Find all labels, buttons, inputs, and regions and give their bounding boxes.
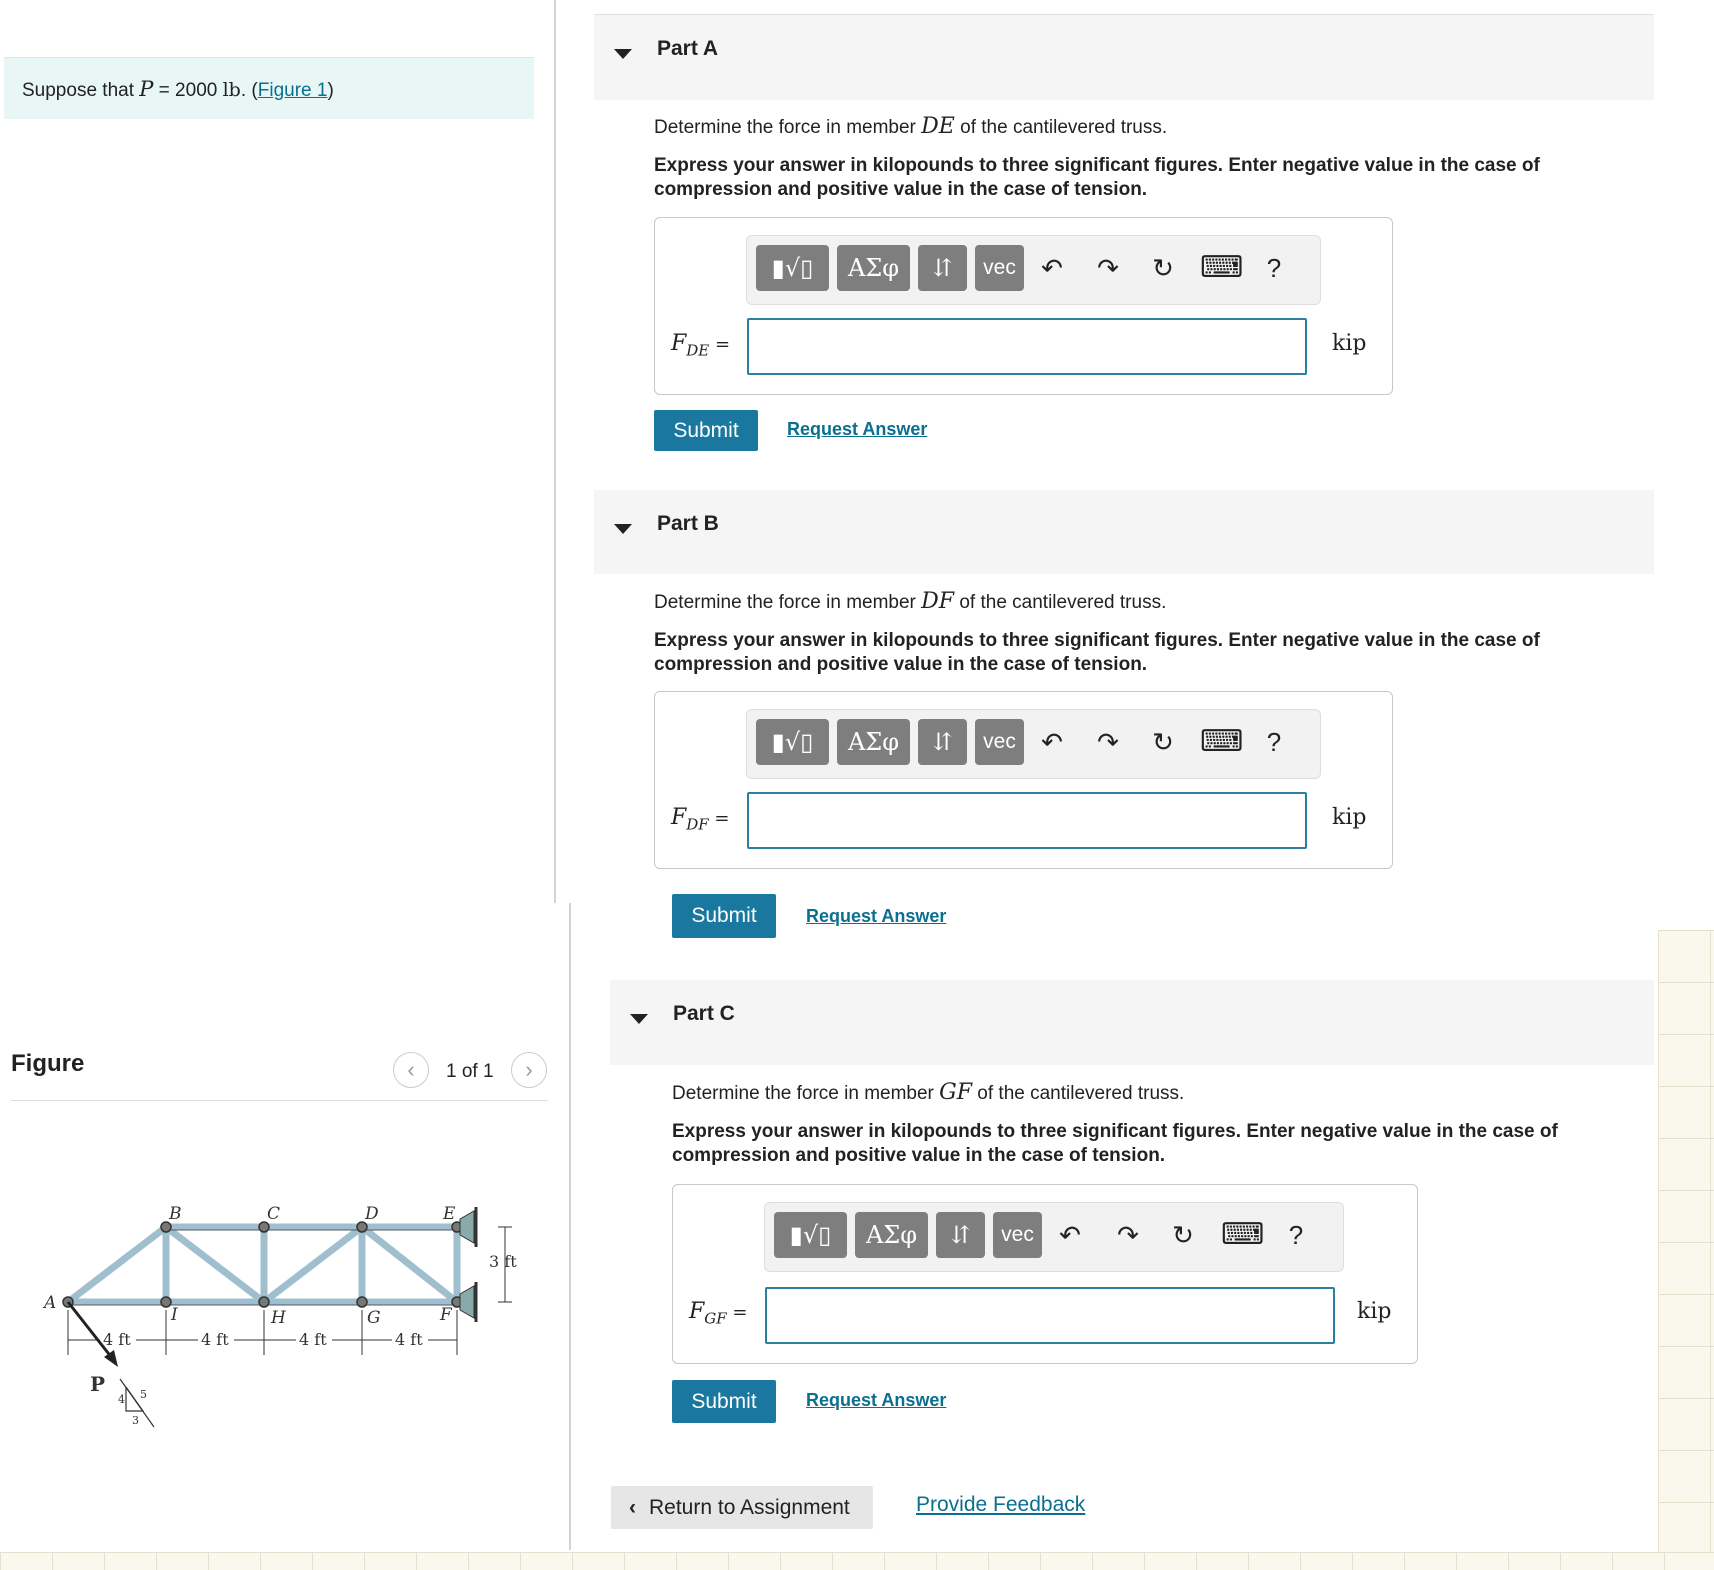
fde-label: $F_{DE}$ =: [671, 331, 731, 360]
keyboard-icon[interactable]: ⌨: [1221, 1218, 1265, 1251]
keyboard-icon[interactable]: ⌨: [1200, 725, 1244, 758]
node-label-g: G: [367, 1308, 381, 1328]
fgf-label: $F_{GF}$ =: [689, 1299, 748, 1328]
undo-icon[interactable]: ↶: [1041, 253, 1063, 283]
part-a-question: Determine the force in member DE of the cantilevered truss.: [654, 114, 1168, 139]
help-icon[interactable]: ?: [1288, 1220, 1304, 1250]
part-b-answer-box: [654, 691, 1393, 869]
slope-label: 4: [118, 1393, 125, 1406]
arrows-button[interactable]: ⇵: [918, 719, 967, 765]
redo-icon[interactable]: ↷: [1097, 727, 1119, 757]
help-icon[interactable]: ?: [1266, 727, 1282, 757]
node-label-b: B: [169, 1204, 182, 1224]
fdf-label: $F_{DF}$ =: [671, 805, 730, 834]
node-label-h: H: [271, 1308, 286, 1328]
part-a-header[interactable]: [594, 15, 1654, 100]
part-b-title: Part B: [657, 512, 719, 535]
arrows-button[interactable]: ⇵: [918, 245, 967, 291]
reset-icon[interactable]: ↻: [1152, 253, 1174, 283]
undo-icon[interactable]: ↶: [1041, 727, 1063, 757]
vec-button[interactable]: vec: [993, 1212, 1042, 1258]
reset-icon[interactable]: ↻: [1152, 727, 1174, 757]
fgf-input[interactable]: [765, 1287, 1335, 1344]
node-label-c: C: [267, 1204, 281, 1224]
greek-symbols-button[interactable]: ΑΣφ: [837, 245, 910, 291]
request-answer-link[interactable]: Request Answer: [806, 906, 947, 926]
part-b-question: Determine the force in member DF of the cantilevered truss.: [654, 589, 1167, 614]
figure-title: Figure: [11, 1050, 85, 1077]
next-figure-button[interactable]: ›: [511, 1052, 547, 1088]
column-divider-lower: [569, 903, 571, 1550]
node-label-i: I: [171, 1305, 178, 1325]
part-b-header[interactable]: [594, 490, 1654, 574]
collapse-triangle-icon[interactable]: [614, 49, 632, 59]
submit-button[interactable]: Submit: [672, 894, 776, 938]
unit-label: kip: [1332, 805, 1367, 830]
dimension-label: 4 ft: [299, 1330, 327, 1349]
math-toolbar: [746, 235, 1321, 305]
templates-button[interactable]: ▮√▯: [756, 719, 829, 765]
node-label-e: E: [443, 1204, 456, 1224]
request-answer-link[interactable]: Request Answer: [806, 1390, 947, 1410]
node-label-d: D: [365, 1204, 379, 1224]
fde-input[interactable]: [747, 318, 1307, 375]
truss-members: [68, 1227, 457, 1302]
greek-symbols-button[interactable]: ΑΣφ: [855, 1212, 928, 1258]
math-toolbar: [764, 1202, 1344, 1272]
part-c-title: Part C: [673, 1002, 735, 1025]
dimension-label: 4 ft: [103, 1330, 131, 1349]
height-dimension: 3 ft: [489, 1252, 517, 1271]
templates-button[interactable]: ▮√▯: [774, 1212, 847, 1258]
chevron-left-icon: ‹: [629, 1496, 636, 1519]
return-to-assignment-button[interactable]: [611, 1486, 873, 1529]
vec-button[interactable]: vec: [975, 719, 1024, 765]
redo-icon[interactable]: ↷: [1117, 1220, 1139, 1250]
return-label: Return to Assignment: [649, 1496, 850, 1519]
slope-label: 5: [140, 1388, 147, 1401]
submit-button[interactable]: Submit: [672, 1380, 776, 1423]
grid-background-bottom: [0, 1552, 1714, 1570]
templates-button[interactable]: ▮√▯: [756, 245, 829, 291]
node-label-f: F: [440, 1305, 452, 1325]
greek-symbols-button[interactable]: ΑΣφ: [837, 719, 910, 765]
arrows-button[interactable]: ⇵: [936, 1212, 985, 1258]
help-icon[interactable]: ?: [1266, 253, 1282, 283]
request-answer-link[interactable]: Request Answer: [787, 419, 928, 439]
wall-support: [460, 1207, 476, 1322]
collapse-triangle-icon[interactable]: [614, 524, 632, 534]
part-c-header[interactable]: [610, 980, 1654, 1065]
slope-label: 3: [132, 1414, 139, 1427]
provide-feedback-link[interactable]: Provide Feedback: [916, 1493, 1086, 1516]
prev-figure-button[interactable]: ‹: [393, 1052, 429, 1088]
part-c-answer-box: [672, 1184, 1418, 1364]
part-b-instructions: Express your answer in kilopounds to three significant figures. Enter negative value in the case of compression and positive value in the case of tension.: [654, 630, 1540, 675]
grid-background: [1658, 930, 1714, 1570]
column-divider: [554, 0, 556, 903]
unit-label: kip: [1332, 331, 1367, 356]
vec-button[interactable]: vec: [975, 245, 1024, 291]
submit-button[interactable]: Submit: [654, 410, 758, 451]
part-a-title: Part A: [657, 37, 719, 60]
math-toolbar: [746, 709, 1321, 779]
reset-icon[interactable]: ↻: [1172, 1220, 1194, 1250]
figure-pager: 1 of 1: [446, 1061, 494, 1082]
unit-label: kip: [1357, 1299, 1392, 1324]
part-a-instructions: Express your answer in kilopounds to three significant figures. Enter negative value in the case of compression and positive value in the case of tension.: [654, 155, 1540, 200]
problem-intro: Suppose that P = 2000 lb. (Figure 1): [4, 57, 534, 119]
truss-figure: [30, 1195, 530, 1440]
redo-icon[interactable]: ↷: [1097, 253, 1119, 283]
dimension-label: 4 ft: [395, 1330, 423, 1349]
figure-rule: [11, 1100, 548, 1101]
part-c-instructions: Express your answer in kilopounds to three significant figures. Enter negative value in the case of compression and positive value in the case of tension.: [672, 1121, 1558, 1166]
node-label-a: A: [44, 1293, 57, 1313]
figure-link[interactable]: Figure 1: [257, 80, 328, 101]
undo-icon[interactable]: ↶: [1059, 1220, 1081, 1250]
part-a-answer-box: [654, 217, 1393, 395]
part-c-question: Determine the force in member GF of the cantilevered truss.: [672, 1080, 1185, 1105]
dimension-label: 4 ft: [201, 1330, 229, 1349]
load-label: P: [90, 1372, 106, 1396]
keyboard-icon[interactable]: ⌨: [1200, 251, 1244, 284]
collapse-triangle-icon[interactable]: [630, 1014, 648, 1024]
fdf-input[interactable]: [747, 792, 1307, 849]
